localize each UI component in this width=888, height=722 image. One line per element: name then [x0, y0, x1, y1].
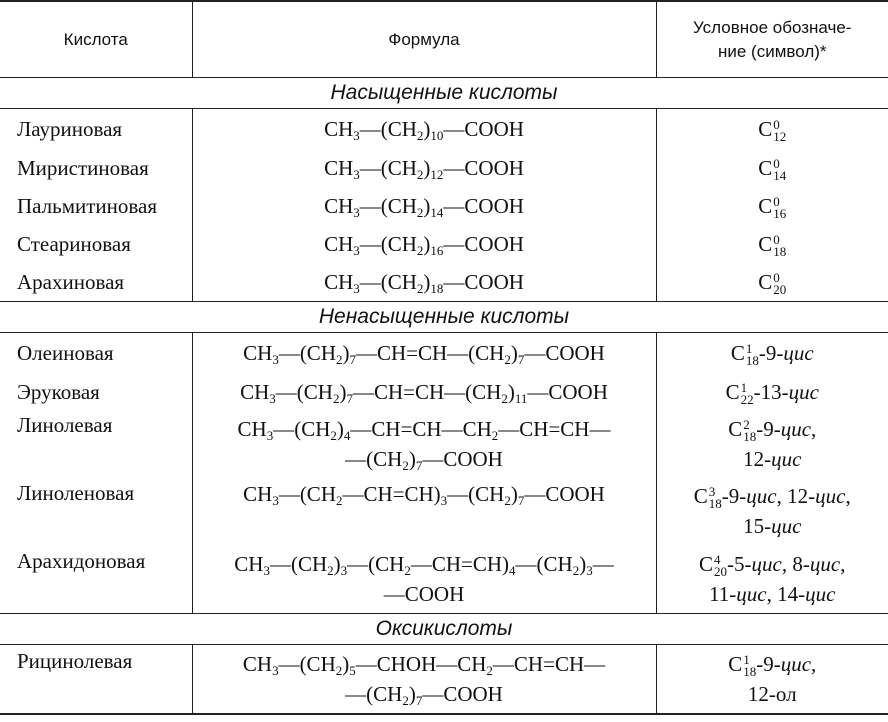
table-row — [0, 477, 888, 545]
acid-name: Пальмитиновая — [17, 193, 158, 218]
acid-formula: $CH_3—(CH_2)_{14}—COOH$ — [192, 187, 656, 225]
header-symbol — [656, 1, 888, 78]
acid-symbol: C 3 18 -9-цис, 12-цис, 15-цис — [656, 477, 888, 545]
acid-name: Миристиновая — [17, 155, 149, 180]
acid-name: Арахиновая — [0, 263, 192, 302]
acid-symbol: C 0 14 — [656, 149, 888, 187]
acid-symbol: C 1 22 -13-цис — [656, 373, 888, 411]
table-row — [0, 187, 888, 225]
acid-formula: $CH_3—(CH_2)_3—(CH_2—CH=CH)_4—(CH_2)_3—$ —COOH — [192, 545, 656, 614]
acid-formula: $CH_3—(CH_2)_7—CH=CH—(CH_2)_7—COOH$ — [192, 333, 656, 374]
acid-formula: $CH_3—(CH_2)_7—CH=CH—(CH_2)_{11}—COOH$ — [192, 373, 656, 411]
acid-formula: $CH_3—(CH_2)_4—CH=CH—CH_2—CH=CH—$ $—(CH_2)_7—COOH$ — [192, 411, 656, 477]
acid-formula: $CH_3—(CH_2)_{18}—COOH$ — [192, 263, 656, 302]
acid-name: Арахидоновая — [0, 545, 192, 614]
acid-symbol: C 0 12 — [656, 109, 888, 150]
section-title-unsaturated: Ненасыщенные кислоты — [0, 302, 888, 333]
acid-symbol: C 2 18 -9-цис, 12-цис — [656, 411, 888, 477]
table-row — [0, 645, 888, 715]
acid-formula: $CH_3—(CH_2)_{10}—COOH$ — [192, 109, 656, 150]
acid-name: Эруковая — [17, 379, 100, 404]
acid-symbol: C 0 18 — [656, 225, 888, 263]
section-title-hydroxy: Оксикислоты — [0, 614, 888, 645]
table-row — [0, 411, 888, 477]
acid-formula: $CH_3—(CH_2—CH=CH)_3—(CH_2)_7—COOH$ — [192, 477, 656, 545]
section-row — [0, 302, 888, 333]
header-acid: Кислота — [0, 1, 192, 78]
acid-name: Линоленовая — [17, 481, 135, 505]
header-row — [0, 1, 888, 78]
acid-name: Лауриновая — [17, 116, 123, 141]
section-row — [0, 78, 888, 109]
header-formula: Формула — [192, 1, 656, 78]
acid-name: Линолевая — [17, 413, 113, 437]
acid-formula: $CH_3—(CH_2)_5—CHOH—CH_2—CH=CH—$ $—(CH_2)_7—COOH$ — [192, 645, 656, 715]
acid-symbol: C 0 20 — [656, 263, 888, 302]
acid-symbol: C 1 18 -9-цис — [656, 333, 888, 374]
table-row — [0, 109, 888, 150]
section-title-saturated: Насыщенные кислоты — [0, 78, 888, 109]
acid-name: Олеиновая — [17, 340, 114, 365]
table-row — [0, 373, 888, 411]
header-symbol-line2: ние (символ)* — [717, 41, 827, 61]
acid-symbol: C 1 18 -9-цис, 12-ол — [656, 645, 888, 715]
acid-formula: $CH_3—(CH_2)_{16}—COOH$ — [192, 225, 656, 263]
acid-symbol: C 4 20 -5-цис, 8-цис, 11-цис, 14-цис — [656, 545, 888, 614]
acid-name: Рицинолевая — [0, 645, 192, 715]
acid-formula: $CH_3—(CH_2)_{12}—COOH$ — [192, 149, 656, 187]
table-row — [0, 149, 888, 187]
table-row — [0, 545, 888, 614]
table-row — [0, 225, 888, 263]
acid-name: Стеариновая — [17, 231, 131, 256]
header-symbol-line1: Условное обозначе- — [693, 17, 852, 37]
table-row — [0, 263, 888, 302]
table-row — [0, 333, 888, 374]
section-row — [0, 614, 888, 645]
acid-symbol: C 0 16 — [656, 187, 888, 225]
